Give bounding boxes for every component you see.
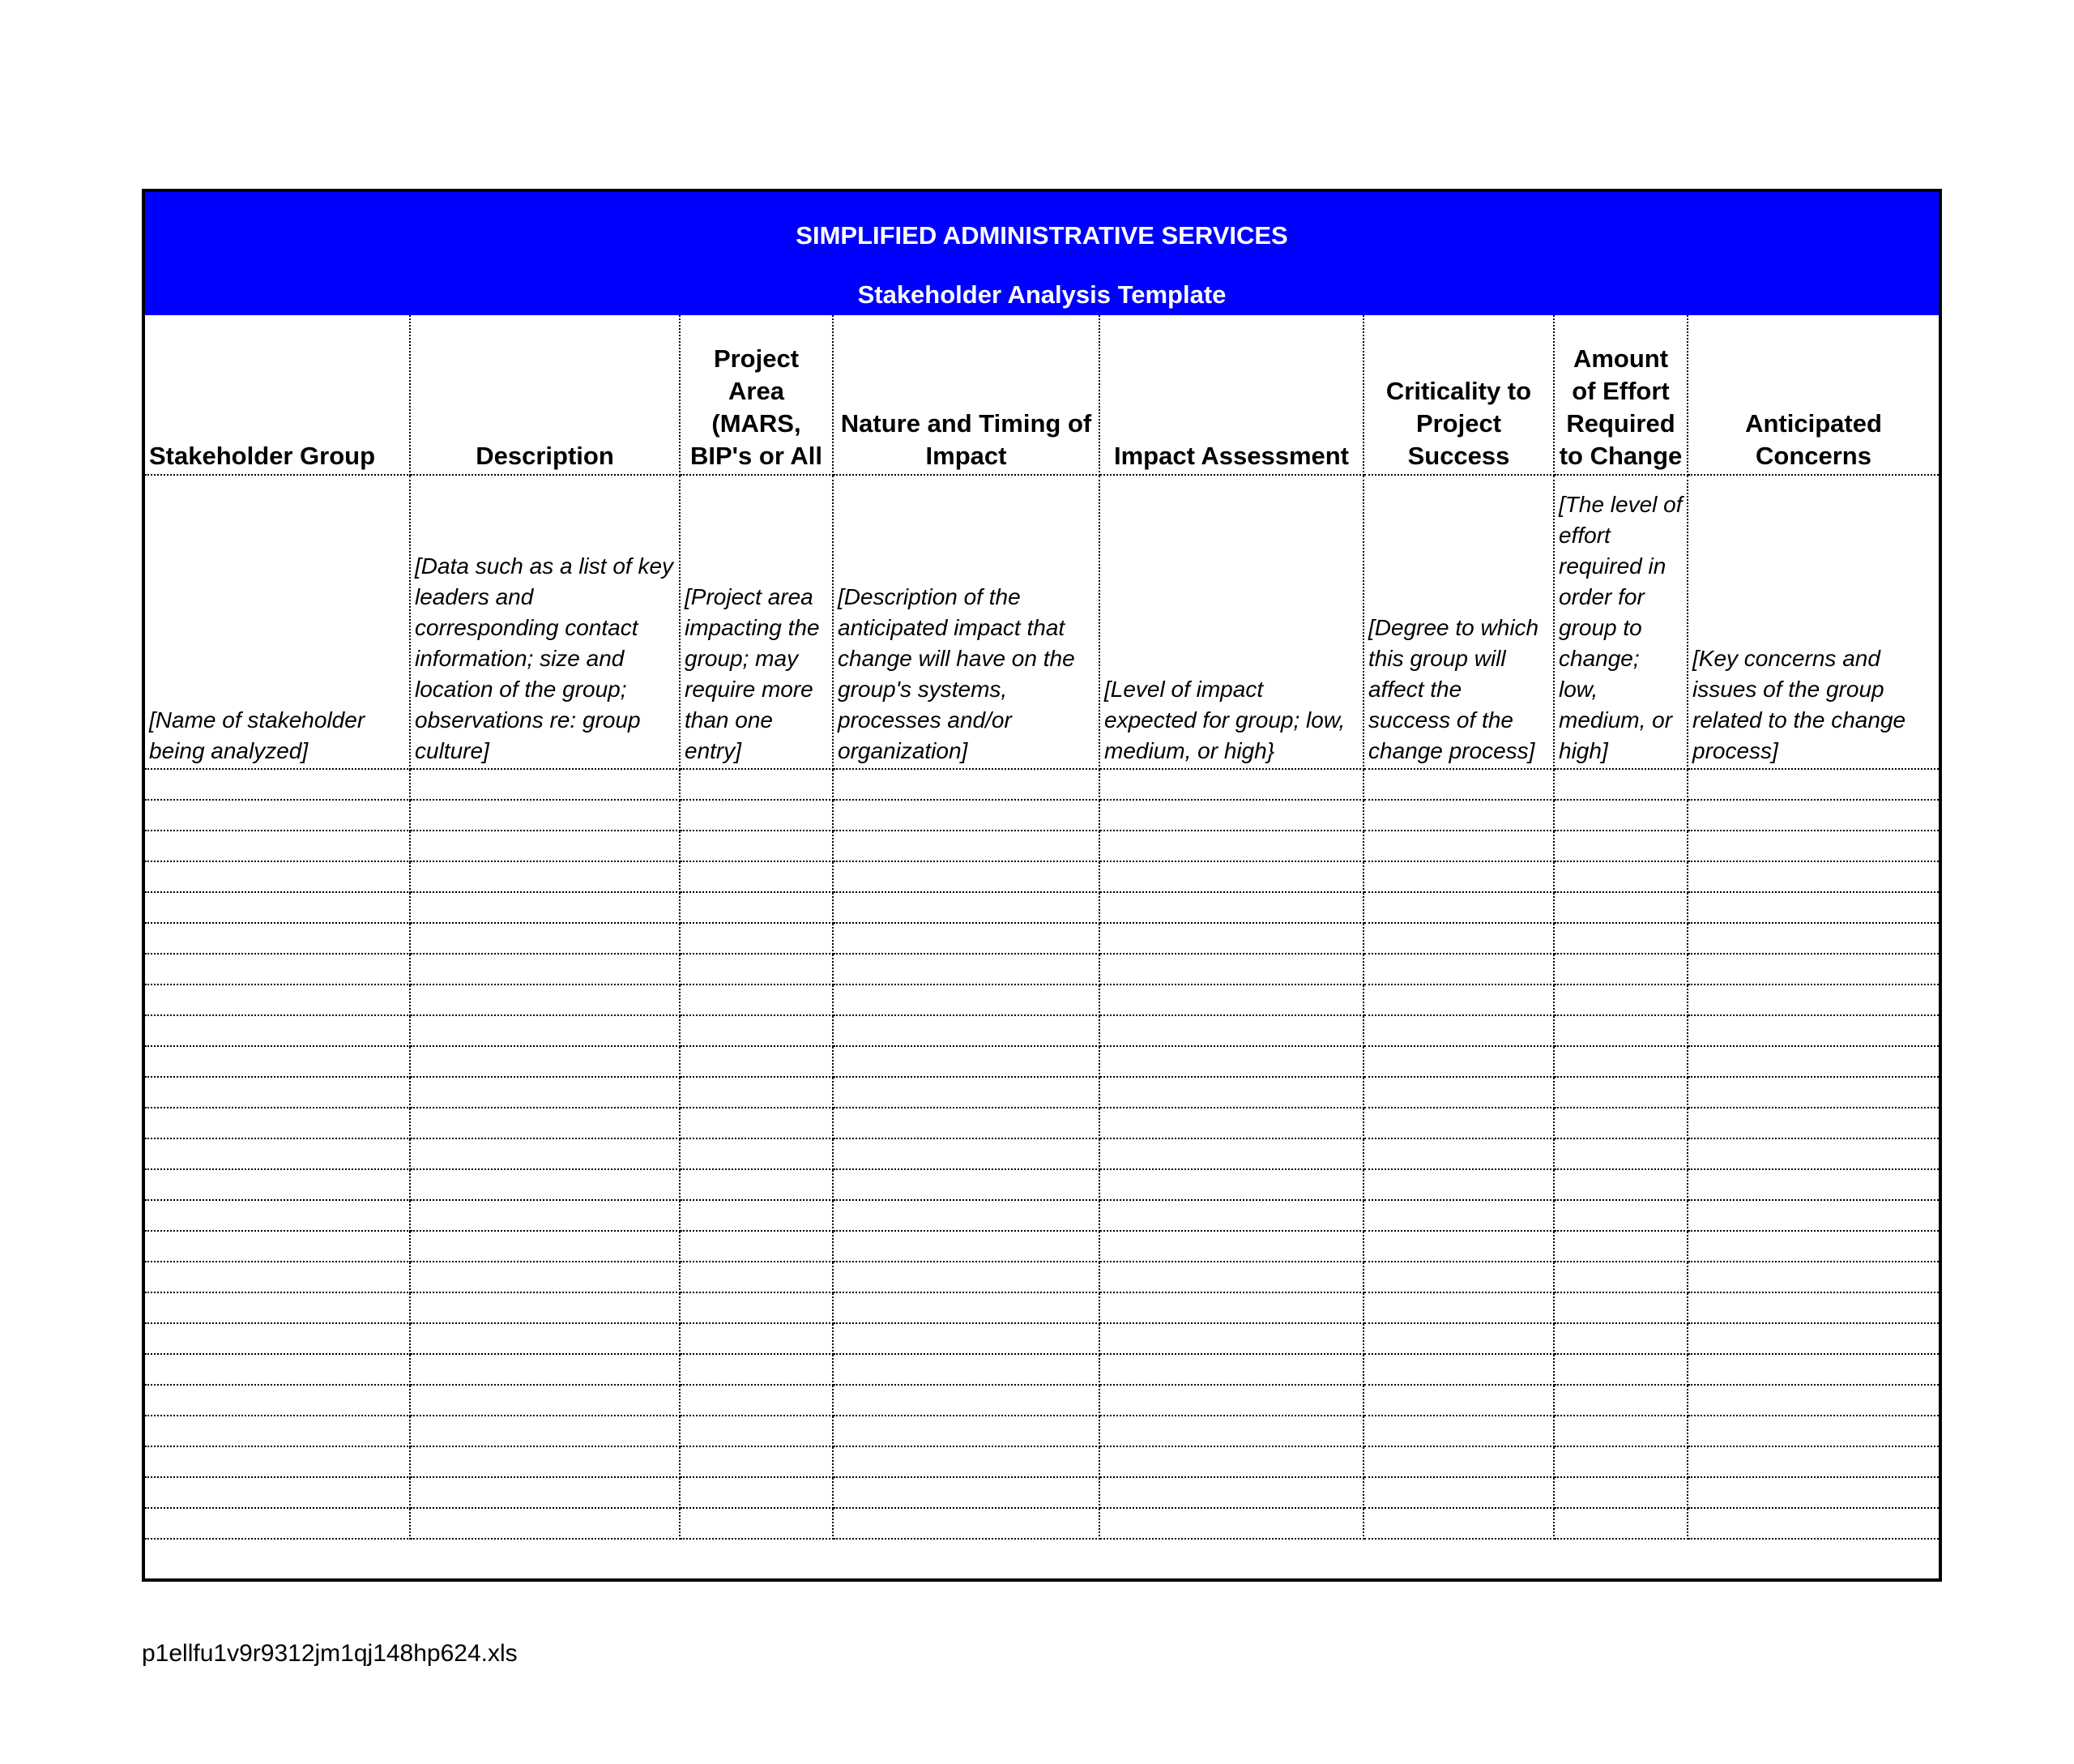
blank-cell[interactable] [680,1292,833,1323]
blank-cell[interactable] [833,954,1099,985]
col-header-criticality: Criticality to Project Success [1363,315,1554,475]
blank-row [145,1169,1939,1200]
blank-cell[interactable] [680,1169,833,1200]
blank-cell[interactable] [1363,1077,1554,1108]
blank-cell[interactable] [1363,985,1554,1015]
blank-cell[interactable] [1554,1477,1688,1508]
blank-cell[interactable] [1688,1323,1939,1354]
sample-cell-project-area[interactable]: [Project area impacting the group; may require more than one entry] [680,475,833,769]
blank-cell[interactable] [1363,1169,1554,1200]
blank-cell[interactable] [410,954,680,985]
blank-cell[interactable] [1099,1508,1363,1539]
blank-cell[interactable] [410,861,680,892]
blank-cell[interactable] [410,1446,680,1477]
blank-cell[interactable] [410,1477,680,1508]
blank-cell[interactable] [833,1292,1099,1323]
blank-cell[interactable] [1099,800,1363,831]
blank-row [145,954,1939,985]
blank-cell[interactable] [680,1046,833,1077]
blank-cell[interactable] [1554,769,1688,800]
blank-cell[interactable] [410,769,680,800]
blank-cell[interactable] [680,1354,833,1385]
blank-cell[interactable] [680,1416,833,1446]
blank-cell[interactable] [145,1231,410,1262]
blank-cell[interactable] [1554,892,1688,923]
blank-row [145,985,1939,1015]
blank-cell[interactable] [1099,1262,1363,1292]
blank-row [145,1323,1939,1354]
blank-cell[interactable] [145,1477,410,1508]
blank-cell[interactable] [680,1108,833,1138]
blank-cell[interactable] [1688,1077,1939,1108]
blank-row [145,1446,1939,1477]
blank-cell[interactable] [1099,954,1363,985]
blank-cell[interactable] [833,1385,1099,1416]
blank-cell[interactable] [1363,1231,1554,1262]
blank-row [145,1077,1939,1108]
blank-cell[interactable] [1363,1015,1554,1046]
blank-cell[interactable] [833,861,1099,892]
blank-cell[interactable] [1099,892,1363,923]
blank-cell[interactable] [410,1292,680,1323]
blank-cell[interactable] [1099,1046,1363,1077]
blank-cell[interactable] [1688,769,1939,800]
blank-cell[interactable] [833,1108,1099,1138]
blank-cell[interactable] [1688,1477,1939,1508]
blank-cell[interactable] [1363,1508,1554,1539]
blank-cell[interactable] [1099,923,1363,954]
blank-cell[interactable] [680,1077,833,1108]
blank-cell[interactable] [1363,1323,1554,1354]
blank-cell[interactable] [1554,1108,1688,1138]
blank-cell[interactable] [145,831,410,861]
blank-cell[interactable] [680,1138,833,1169]
blank-cell[interactable] [680,1323,833,1354]
blank-cell[interactable] [1688,954,1939,985]
blank-cell[interactable] [145,1508,410,1539]
blank-cell[interactable] [1363,1046,1554,1077]
blank-cell[interactable] [1099,1169,1363,1200]
org-title: SIMPLIFIED ADMINISTRATIVE SERVICES [796,221,1288,250]
blank-row [145,1508,1939,1539]
blank-cell[interactable] [410,1508,680,1539]
blank-cell[interactable] [1363,1477,1554,1508]
blank-cell[interactable] [1363,1108,1554,1138]
blank-cell[interactable] [410,1046,680,1077]
blank-cell[interactable] [1099,1292,1363,1323]
blank-cell[interactable] [1554,1323,1688,1354]
blank-cell[interactable] [1554,1231,1688,1262]
blank-cell[interactable] [833,1046,1099,1077]
blank-cell[interactable] [1554,1046,1688,1077]
blank-cell[interactable] [1688,1446,1939,1477]
blank-cell[interactable] [680,1200,833,1231]
blank-row [145,1292,1939,1323]
sample-cell-concerns[interactable]: [Key concerns and issues of the group related to the change process] [1688,475,1939,769]
blank-cell[interactable] [1363,769,1554,800]
blank-cell[interactable] [1099,1416,1363,1446]
col-header-nature-timing: Nature and Timing of Impact [833,315,1099,475]
blank-cell[interactable] [1554,831,1688,861]
blank-cell[interactable] [833,800,1099,831]
blank-cell[interactable] [410,923,680,954]
blank-cell[interactable] [145,1354,410,1385]
blank-row [145,923,1939,954]
blank-cell[interactable] [1688,1292,1939,1323]
blank-cell[interactable] [1363,1200,1554,1231]
blank-cell[interactable] [1363,1354,1554,1385]
blank-cell[interactable] [410,1416,680,1446]
blank-cell[interactable] [833,1200,1099,1231]
blank-cell[interactable] [1363,1292,1554,1323]
blank-cell[interactable] [1099,1354,1363,1385]
col-header-concerns: Anticipated Concerns [1688,315,1939,475]
blank-cell[interactable] [1688,1231,1939,1262]
blank-cell[interactable] [680,923,833,954]
file-name: p1ellfu1v9r9312jm1qj148hp624.xls [142,1640,518,1667]
blank-cell[interactable] [410,831,680,861]
col-header-stakeholder-group: Stakeholder Group [145,315,410,475]
blank-cell[interactable] [1363,1446,1554,1477]
blank-cell[interactable] [680,1231,833,1262]
blank-cell[interactable] [145,861,410,892]
sample-cell-impact-assessment[interactable]: [Level of impact expected for group; low, medium, or high} [1099,475,1363,769]
blank-cell[interactable] [833,769,1099,800]
blank-cell[interactable] [1363,1138,1554,1169]
blank-cell[interactable] [680,1508,833,1539]
blank-cell[interactable] [1099,831,1363,861]
blank-cell[interactable] [145,1169,410,1200]
document-title: Stakeholder Analysis Template [857,280,1227,309]
blank-cell[interactable] [1554,1262,1688,1292]
blank-cell[interactable] [145,1292,410,1323]
blank-cell[interactable] [145,1323,410,1354]
title-banner [145,192,1939,315]
blank-cell[interactable] [145,892,410,923]
blank-cell[interactable] [833,1138,1099,1169]
blank-cell[interactable] [410,1231,680,1262]
sample-cell-criticality[interactable]: [Degree to which this group will affect the success of the change process] [1363,475,1554,769]
blank-cell[interactable] [1554,1385,1688,1416]
blank-cell[interactable] [1363,831,1554,861]
blank-cell[interactable] [410,1138,680,1169]
blank-row [145,831,1939,861]
blank-cell[interactable] [1099,1323,1363,1354]
blank-cell[interactable] [1688,892,1939,923]
blank-cell[interactable] [1688,861,1939,892]
blank-cell[interactable] [680,800,833,831]
blank-cell[interactable] [1688,1354,1939,1385]
blank-cell[interactable] [833,1416,1099,1446]
blank-cell[interactable] [680,1015,833,1046]
blank-cell[interactable] [145,1385,410,1416]
blank-row [145,769,1939,800]
blank-cell[interactable] [1688,1508,1939,1539]
blank-cell[interactable] [1363,954,1554,985]
blank-cell[interactable] [680,985,833,1015]
blank-cell[interactable] [1363,1416,1554,1446]
blank-cell[interactable] [1099,1200,1363,1231]
blank-cell[interactable] [410,1385,680,1416]
col-header-effort: Amount of Effort Required to Change [1554,315,1688,475]
blank-cell[interactable] [1688,831,1939,861]
blank-cell[interactable] [145,985,410,1015]
blank-cell[interactable] [1688,1108,1939,1138]
blank-row [145,1385,1939,1416]
blank-cell[interactable] [680,954,833,985]
blank-cell[interactable] [1099,1108,1363,1138]
blank-cell[interactable] [410,1200,680,1231]
blank-cell[interactable] [680,861,833,892]
blank-cell[interactable] [145,1077,410,1108]
blank-cell[interactable] [145,923,410,954]
blank-cell[interactable] [1554,1138,1688,1169]
blank-cell[interactable] [145,1015,410,1046]
blank-cell[interactable] [145,1108,410,1138]
blank-cell[interactable] [145,1262,410,1292]
blank-row [145,1108,1939,1138]
blank-cell[interactable] [680,1385,833,1416]
blank-cell[interactable] [833,1262,1099,1292]
blank-cell[interactable] [1688,985,1939,1015]
blank-cell[interactable] [410,985,680,1015]
blank-cell[interactable] [145,800,410,831]
blank-cell[interactable] [145,1416,410,1446]
blank-cell[interactable] [1099,1477,1363,1508]
blank-cell[interactable] [1554,923,1688,954]
blank-cell[interactable] [145,954,410,985]
blank-row [145,1354,1939,1385]
blank-cell[interactable] [1554,1508,1688,1539]
blank-cell[interactable] [833,985,1099,1015]
blank-cell[interactable] [410,1077,680,1108]
blank-cell[interactable] [410,1108,680,1138]
blank-cell[interactable] [1554,1077,1688,1108]
blank-row [145,1015,1939,1046]
blank-cell[interactable] [1099,985,1363,1015]
blank-cell[interactable] [1099,1015,1363,1046]
stakeholder-table [145,315,1939,1540]
blank-cell[interactable] [1554,1354,1688,1385]
sample-cell-effort[interactable]: [The level of effort required in order for group to change; low, medium, or high] [1554,475,1688,769]
blank-row [145,1416,1939,1446]
blank-cell[interactable] [1688,1262,1939,1292]
blank-cell[interactable] [833,892,1099,923]
blank-cell[interactable] [1554,954,1688,985]
blank-cell[interactable] [1554,1015,1688,1046]
blank-cell[interactable] [1688,1015,1939,1046]
blank-cell[interactable] [410,1015,680,1046]
blank-cell[interactable] [1554,1446,1688,1477]
blank-cell[interactable] [1688,1046,1939,1077]
blank-cell[interactable] [410,1262,680,1292]
blank-cell[interactable] [145,769,410,800]
blank-cell[interactable] [1688,1416,1939,1446]
blank-row [145,1200,1939,1231]
blank-cell[interactable] [1363,1385,1554,1416]
blank-cell[interactable] [833,831,1099,861]
blank-cell[interactable] [680,1262,833,1292]
blank-cell[interactable] [680,1477,833,1508]
blank-cell[interactable] [1554,1200,1688,1231]
blank-cell[interactable] [410,1354,680,1385]
sample-cell-nature-timing[interactable]: [Description of the anticipated impact that change will have on the group's systems, processes and/or organization] [833,475,1099,769]
blank-cell[interactable] [1363,861,1554,892]
blank-cell[interactable] [1688,1138,1939,1169]
blank-cell[interactable] [1099,861,1363,892]
blank-cell[interactable] [680,892,833,923]
blank-cell[interactable] [145,1046,410,1077]
blank-row [145,1046,1939,1077]
blank-cell[interactable] [833,1323,1099,1354]
blank-cell[interactable] [833,1231,1099,1262]
blank-cell[interactable] [680,769,833,800]
blank-cell[interactable] [1099,1231,1363,1262]
blank-cell[interactable] [833,1169,1099,1200]
blank-cell[interactable] [1688,923,1939,954]
blank-cell[interactable] [833,1446,1099,1477]
blank-cell[interactable] [145,1446,410,1477]
blank-cell[interactable] [1554,985,1688,1015]
blank-cell[interactable] [1688,800,1939,831]
blank-row [145,1477,1939,1508]
blank-cell[interactable] [1688,1169,1939,1200]
blank-cell[interactable] [1099,1138,1363,1169]
blank-cell[interactable] [1688,1385,1939,1416]
sample-row [145,475,1939,769]
blank-row [145,1262,1939,1292]
blank-cell[interactable] [680,1446,833,1477]
blank-cell[interactable] [1099,1446,1363,1477]
blank-cell[interactable] [1554,1169,1688,1200]
blank-cell[interactable] [1363,923,1554,954]
blank-cell[interactable] [833,1354,1099,1385]
blank-cell[interactable] [145,1200,410,1231]
blank-cell[interactable] [680,831,833,861]
blank-row [145,1231,1939,1262]
blank-cell[interactable] [1554,861,1688,892]
blank-cell[interactable] [410,892,680,923]
col-header-project-area: Project Area (MARS, BIP's or All [680,315,833,475]
blank-cell[interactable] [1363,892,1554,923]
sample-cell-stakeholder-group[interactable]: [Name of stakeholder being analyzed] [145,475,410,769]
blank-cell[interactable] [1099,1077,1363,1108]
blank-cell[interactable] [833,923,1099,954]
header-row [145,315,1939,475]
blank-cell[interactable] [1099,769,1363,800]
blank-cell[interactable] [145,1138,410,1169]
blank-cell[interactable] [1554,1292,1688,1323]
blank-row [145,800,1939,831]
blank-row [145,892,1939,923]
blank-cell[interactable] [1363,800,1554,831]
blank-cell[interactable] [833,1477,1099,1508]
blank-cell[interactable] [833,1077,1099,1108]
blank-cell[interactable] [1554,800,1688,831]
blank-cell[interactable] [833,1015,1099,1046]
blank-cell[interactable] [833,1508,1099,1539]
blank-cell[interactable] [1554,1416,1688,1446]
blank-cell[interactable] [410,1323,680,1354]
col-header-impact-assessment: Impact Assessment [1099,315,1363,475]
blank-cell[interactable] [1688,1200,1939,1231]
blank-row [145,1138,1939,1169]
blank-cell[interactable] [1099,1385,1363,1416]
stakeholder-sheet [142,189,1942,1582]
sample-cell-description[interactable]: [Data such as a list of key leaders and corresponding contact information; size and location of the group; observations re: group culture] [410,475,680,769]
blank-cell[interactable] [410,1169,680,1200]
blank-cell[interactable] [410,800,680,831]
blank-row [145,861,1939,892]
blank-cell[interactable] [1363,1262,1554,1292]
col-header-description: Description [410,315,680,475]
